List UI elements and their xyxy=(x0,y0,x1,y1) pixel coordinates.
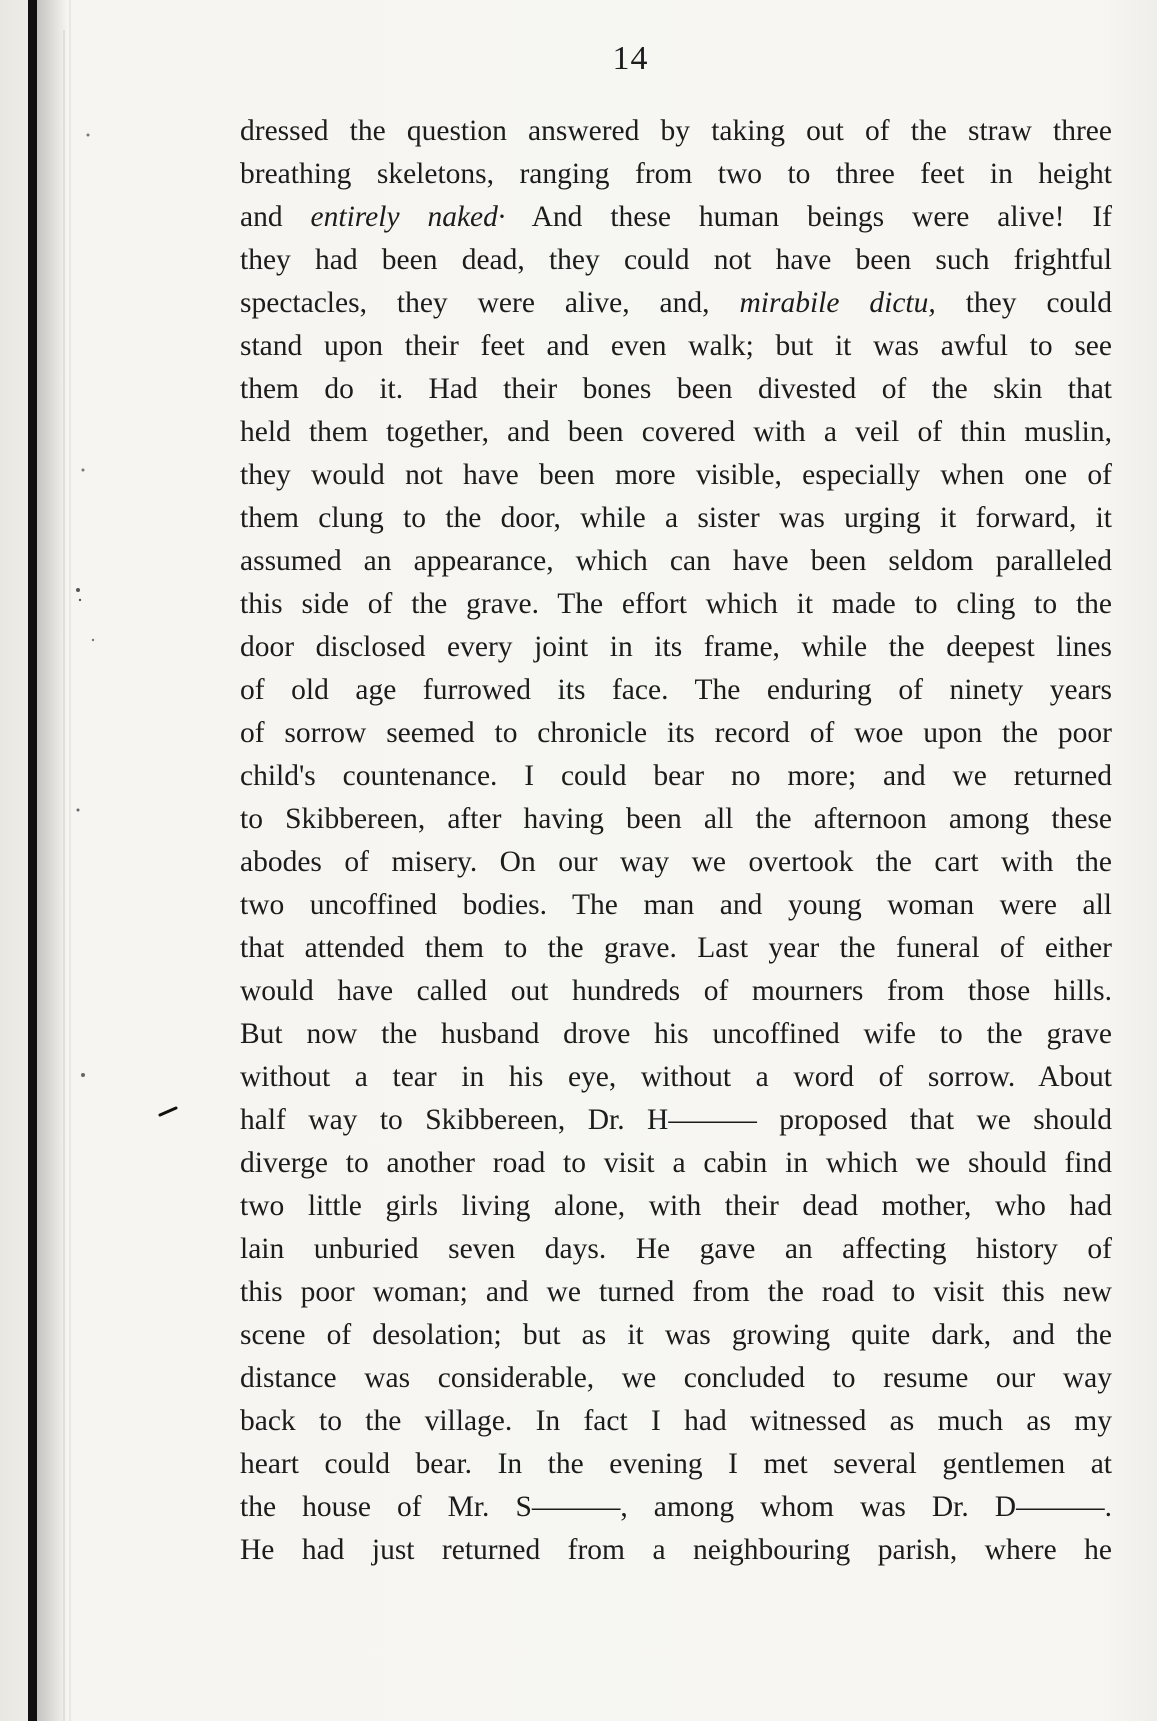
text-line: But now the husband drove his uncoffined wife to the grave xyxy=(240,1018,1112,1050)
text-run: they could xyxy=(935,287,1112,319)
text-line: to Skibbereen, after having been all the afternoon among these xyxy=(240,803,1112,835)
text-line: held them together, and been covered with a veil of thin muslin, xyxy=(240,416,1112,448)
italic-run: entirely naked· xyxy=(310,201,506,233)
text-line: door disclosed every joint in its frame, while the deepest lines xyxy=(240,631,1112,663)
text-line: this poor woman; and we turned from the road to visit this new xyxy=(240,1276,1112,1308)
text-line: stand upon their feet and even walk; but it was awful to see xyxy=(240,330,1112,362)
text-line: would have called out hundreds of mourners from those hills. xyxy=(240,975,1112,1007)
text-line: He had just returned from a neighbouring parish, where he xyxy=(240,1534,1112,1566)
text-line: of old age furrowed its face. The enduring of ninety years xyxy=(240,674,1112,706)
text-line: them clung to the door, while a sister was urging it forward, it xyxy=(240,502,1112,534)
text-line: they would not have been more visible, especially when one of xyxy=(240,459,1112,491)
text-line: two little girls living alone, with their dead mother, who had xyxy=(240,1190,1112,1222)
text-line: assumed an appearance, which can have been seldom paralleled xyxy=(240,545,1112,577)
text-line: back to the village. In fact I had witnessed as much as my xyxy=(240,1405,1112,1437)
text-line: them do it. Had their bones been divested of the skin that xyxy=(240,373,1112,405)
text-line xyxy=(240,196,1112,239)
text-run: and xyxy=(240,201,311,233)
text-line: distance was considerable, we concluded to resume our way xyxy=(240,1362,1112,1394)
text-line: lain unburied seven days. He gave an affecting history of xyxy=(240,1233,1112,1265)
page-number: 14 xyxy=(612,40,649,77)
text-line: breathing skeletons, ranging from two to three feet in height xyxy=(240,158,1112,190)
body-text xyxy=(240,110,1112,1572)
text-run: And these human beings were alive! If xyxy=(505,201,1112,233)
text-line: they had been dead, they could not have been such frightful xyxy=(240,244,1112,276)
italic-run: mirabile dictu, xyxy=(739,287,936,319)
text-line: two uncoffined bodies. The man and young woman were all xyxy=(240,889,1112,921)
text-line: without a tear in his eye, without a word of sorrow. About xyxy=(240,1061,1112,1093)
text-line: dressed the question answered by taking out of the straw three xyxy=(240,115,1112,147)
binding-edge xyxy=(28,0,37,1721)
text-line: scene of desolation; but as it was growing quite dark, and the xyxy=(240,1319,1112,1351)
text-run: spectacles, they were alive, and, xyxy=(240,287,740,319)
text-line: that attended them to the grave. Last year the funeral of either xyxy=(240,932,1112,964)
text-line: heart could bear. In the evening I met several gentlemen at xyxy=(240,1448,1112,1480)
gutter-specks xyxy=(48,0,188,1721)
text-line: diverge to another road to visit a cabin in which we should find xyxy=(240,1147,1112,1179)
text-line: the house of Mr. S———, among whom was Dr. D———. xyxy=(240,1491,1112,1523)
text-line: child's countenance. I could bear no more; and we returned xyxy=(240,760,1112,792)
text-line: this side of the grave. The effort which it made to cling to the xyxy=(240,588,1112,620)
text-line xyxy=(240,282,1112,325)
text-line: half way to Skibbereen, Dr. H——— proposed that we should xyxy=(240,1104,1112,1136)
text-line: abodes of misery. On our way we overtook the cart with the xyxy=(240,846,1112,878)
text-line: of sorrow seemed to chronicle its record of woe upon the poor xyxy=(240,717,1112,749)
